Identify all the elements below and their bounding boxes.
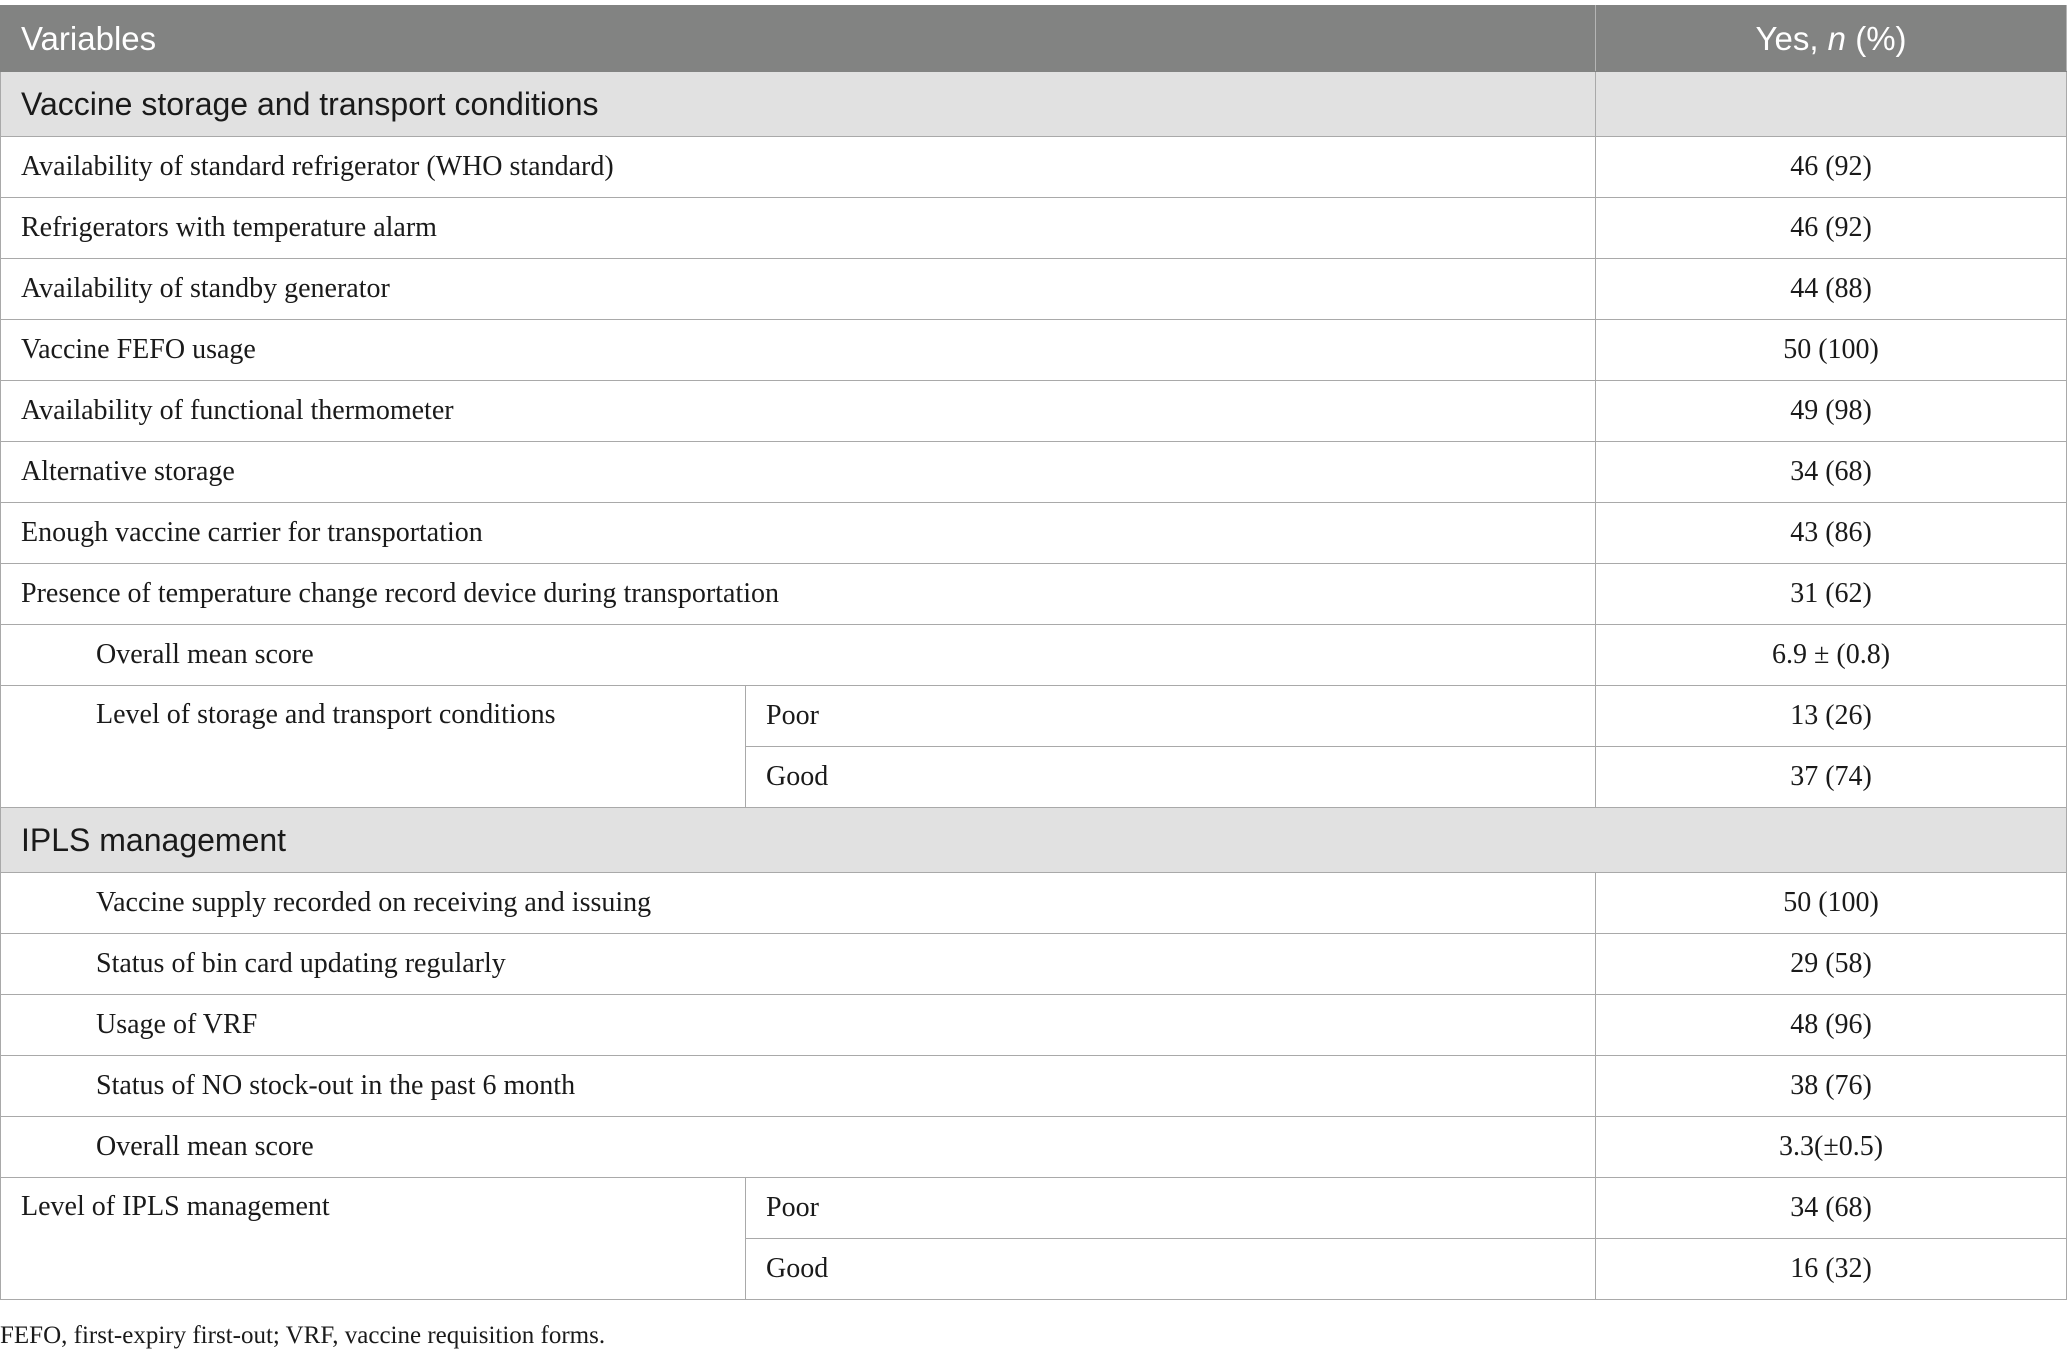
row-value: 46 (92)	[1596, 198, 2067, 259]
mean-score-row	[1, 1117, 2067, 1178]
mean-score-value: 3.3(±0.5)	[1596, 1117, 2067, 1178]
table-row	[1, 873, 2067, 934]
level-good-value: 37 (74)	[1596, 747, 2067, 808]
header-yes: Yes, n (%)	[1596, 6, 2067, 72]
table-row	[1, 137, 2067, 198]
level-good-label: Good	[746, 747, 1596, 808]
section-row-ipls	[1, 808, 2067, 873]
level-good-value: 16 (32)	[1596, 1239, 2067, 1300]
level-poor-label: Poor	[746, 686, 1596, 747]
section-title: IPLS management	[1, 808, 2067, 873]
level-poor-value: 13 (26)	[1596, 686, 2067, 747]
level-poor-value: 34 (68)	[1596, 1178, 2067, 1239]
section-row-storage	[1, 72, 2067, 137]
results-table	[0, 5, 2067, 1300]
mean-score-value: 6.9 ± (0.8)	[1596, 625, 2067, 686]
row-value: 38 (76)	[1596, 1056, 2067, 1117]
mean-score-row	[1, 625, 2067, 686]
row-label: Enough vaccine carrier for transportation	[1, 503, 1596, 564]
section-title: Vaccine storage and transport conditions	[1, 72, 1596, 137]
table-row	[1, 503, 2067, 564]
row-value: 31 (62)	[1596, 564, 2067, 625]
row-label: Refrigerators with temperature alarm	[1, 198, 1596, 259]
row-label: Vaccine FEFO usage	[1, 320, 1596, 381]
row-value: 44 (88)	[1596, 259, 2067, 320]
row-label: Status of NO stock-out in the past 6 month	[1, 1056, 1596, 1117]
row-value: 43 (86)	[1596, 503, 2067, 564]
row-value: 49 (98)	[1596, 381, 2067, 442]
row-value: 29 (58)	[1596, 934, 2067, 995]
level-poor-label: Poor	[746, 1178, 1596, 1239]
row-value: 50 (100)	[1596, 873, 2067, 934]
level-label: Level of storage and transport conditions	[1, 686, 746, 808]
row-label: Alternative storage	[1, 442, 1596, 503]
mean-score-label: Overall mean score	[1, 625, 1596, 686]
table-row	[1, 564, 2067, 625]
row-value: 34 (68)	[1596, 442, 2067, 503]
row-label: Availability of standard refrigerator (WHO standard)	[1, 137, 1596, 198]
table-row	[1, 198, 2067, 259]
row-label: Vaccine supply recorded on receiving and issuing	[1, 873, 1596, 934]
row-label: Availability of standby generator	[1, 259, 1596, 320]
header-variables: Variables	[1, 6, 1596, 72]
table-header-row	[1, 6, 2067, 72]
table-row	[1, 1056, 2067, 1117]
row-value: 48 (96)	[1596, 995, 2067, 1056]
table-footnote: FEFO, first-expiry first-out; VRF, vaccine requisition forms.	[0, 1322, 606, 1349]
row-label: Availability of functional thermometer	[1, 381, 1596, 442]
table-row	[1, 259, 2067, 320]
level-label: Level of IPLS management	[1, 1178, 746, 1300]
row-label: Usage of VRF	[1, 995, 1596, 1056]
table-row	[1, 442, 2067, 503]
row-value: 46 (92)	[1596, 137, 2067, 198]
section-empty-cell	[1596, 72, 2067, 137]
mean-score-label: Overall mean score	[1, 1117, 1596, 1178]
row-label: Status of bin card updating regularly	[1, 934, 1596, 995]
level-row-poor	[1, 686, 2067, 747]
row-label: Presence of temperature change record device during transportation	[1, 564, 1596, 625]
table-row	[1, 381, 2067, 442]
table-row	[1, 934, 2067, 995]
table-row	[1, 320, 2067, 381]
row-value: 50 (100)	[1596, 320, 2067, 381]
table-row	[1, 995, 2067, 1056]
level-row-poor	[1, 1178, 2067, 1239]
level-good-label: Good	[746, 1239, 1596, 1300]
